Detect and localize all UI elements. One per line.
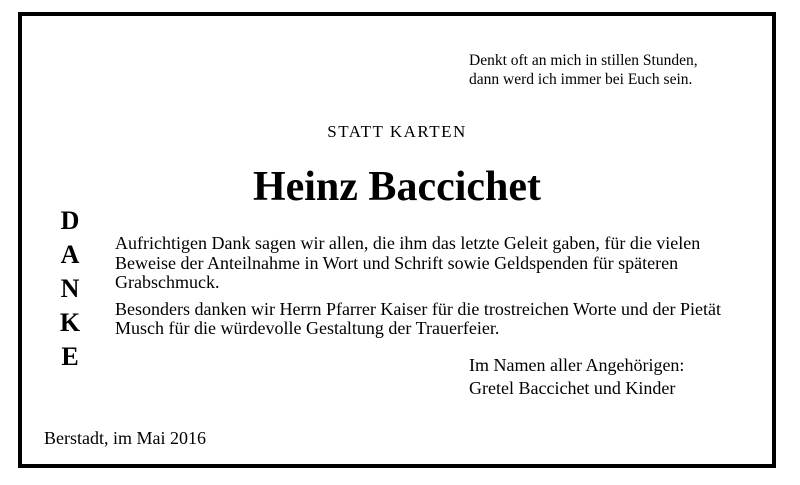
- thanks-paragraph-2: Besonders danken wir Herrn Pfarrer Kaiser für die trostreichen Worte und der Pietät Musch für die würdevolle Gestaltung der Trauerfeier.: [115, 298, 722, 338]
- danke-letter: K: [59, 308, 81, 337]
- death-notice-frame: [18, 12, 776, 468]
- quote-line-2: dann werd ich immer bei Euch sein.: [469, 71, 693, 88]
- notice-heading: STATT KARTEN: [327, 122, 467, 141]
- danke-vertical-word: [58, 204, 82, 374]
- signature-line-1: Im Namen aller Angehörigen:: [469, 355, 685, 375]
- danke-letter: D: [60, 206, 80, 235]
- danke-letter: A: [60, 240, 80, 269]
- thanks-paragraph-1: Aufrichtigen Dank sagen wir allen, die ihm das letzte Geleit gaben, für die vielen Beweise der Anteilnahme in Wort und Schrift sowie Geldspenden für späteren Grabschmuck.: [115, 233, 701, 292]
- place-and-date: Berstadt, im Mai 2016: [44, 428, 206, 448]
- danke-letter: N: [60, 274, 80, 303]
- danke-letter: E: [61, 342, 79, 371]
- memorial-quote: [469, 51, 698, 89]
- family-signature: [469, 354, 684, 400]
- thanks-body: [115, 234, 765, 346]
- signature-line-2: Gretel Baccichet und Kinder: [469, 378, 676, 398]
- quote-line-1: Denkt oft an mich in stillen Stunden,: [469, 52, 698, 69]
- deceased-name: Heinz Baccichet: [252, 164, 542, 210]
